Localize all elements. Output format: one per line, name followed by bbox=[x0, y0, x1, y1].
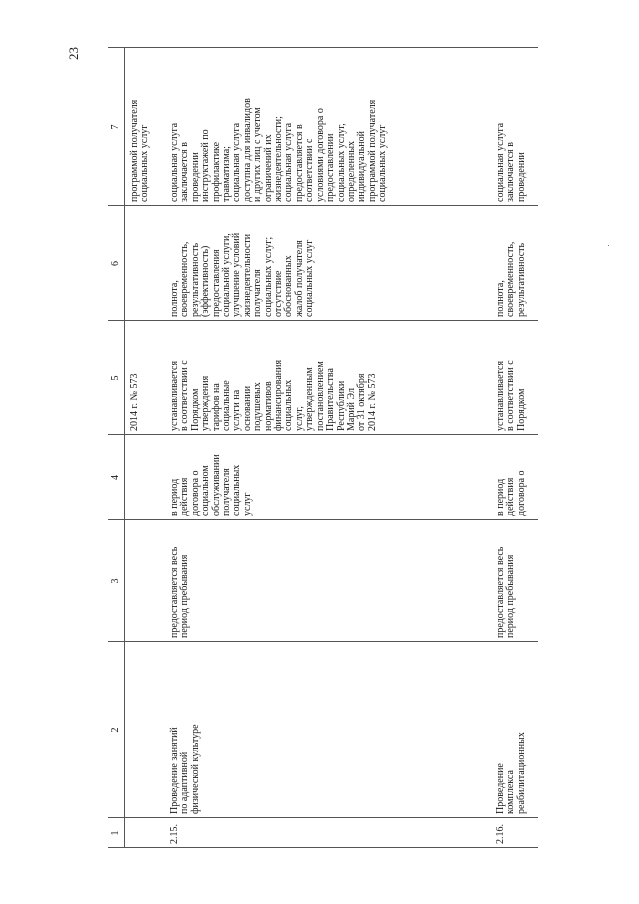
service-quality: полнота, своевременность, результативность bbox=[495, 241, 527, 317]
service-name: Проведение комплекса реабилитационных bbox=[495, 732, 527, 814]
row-number: 2.16. bbox=[495, 824, 506, 844]
service-term: в период действия договора о социальном обслуживании получателя социальных услуг bbox=[169, 454, 253, 516]
column-number-7: 7 bbox=[110, 124, 121, 130]
column-border bbox=[108, 817, 538, 818]
service-tariff: устанавливается в соответствии с Порядком утверждения тарифов на социальные услуги на основании подушевых нормативов финансирования социальных услуг, утвержденным постановлением Правительства Республики Марий Эл от 31 октября 2014 г. № 573 bbox=[169, 359, 378, 431]
page-number: 23 bbox=[66, 47, 81, 60]
continuation-tariff: 2014 г. № 573 bbox=[129, 373, 140, 431]
services-table bbox=[108, 48, 538, 848]
row-number: 2.15. bbox=[169, 824, 180, 844]
service-conditions: социальная услуга заключается в проведении инструктажей по профилактике травматизма; социальная услуга доступна для инвалидов и других лиц с учетом ограничений их жизнедеятельности; социальная услуга предоставляется в соответствии с условиями договора о предоставлении социальных услуг, определенных индивидуальной программой получателя социальных услуг bbox=[169, 98, 389, 202]
column-number-3: 3 bbox=[110, 578, 121, 584]
header-border bbox=[124, 48, 125, 848]
column-border bbox=[108, 434, 538, 435]
service-tariff: устанавливается в соответствии с Порядком bbox=[495, 360, 527, 431]
service-period: предоставляется весь период пребывания bbox=[495, 546, 517, 638]
column-number-4: 4 bbox=[110, 475, 121, 480]
column-border bbox=[108, 641, 538, 642]
service-quality: полнота, своевременность, результативность (эффективность) предоставления социальной услуги, улучшение условий жизнедеятельности получателя социальных услуг; отсутствие обоснованных жалоб получателя социальных услуг bbox=[169, 232, 316, 317]
service-conditions: социальная услуга заключается в проведении bbox=[495, 122, 527, 202]
column-number-6: 6 bbox=[110, 261, 121, 266]
rotated-table-page bbox=[108, 48, 538, 848]
column-border bbox=[108, 205, 538, 206]
column-border bbox=[108, 847, 538, 848]
column-number-1: 1 bbox=[110, 830, 121, 836]
column-number-5: 5 bbox=[110, 375, 121, 381]
column-border bbox=[108, 320, 538, 321]
scan-speck bbox=[608, 245, 609, 246]
column-border bbox=[108, 519, 538, 520]
column-number-2: 2 bbox=[110, 727, 121, 733]
service-name: Проведение занятий по адаптивной физической культуре bbox=[169, 724, 201, 814]
service-period: предоставляется весь период пребывания bbox=[169, 546, 191, 638]
service-term: в период действия договора о bbox=[495, 470, 527, 516]
continuation-conditions: программой получателя социальных услуг bbox=[129, 99, 151, 202]
column-border bbox=[108, 47, 538, 48]
